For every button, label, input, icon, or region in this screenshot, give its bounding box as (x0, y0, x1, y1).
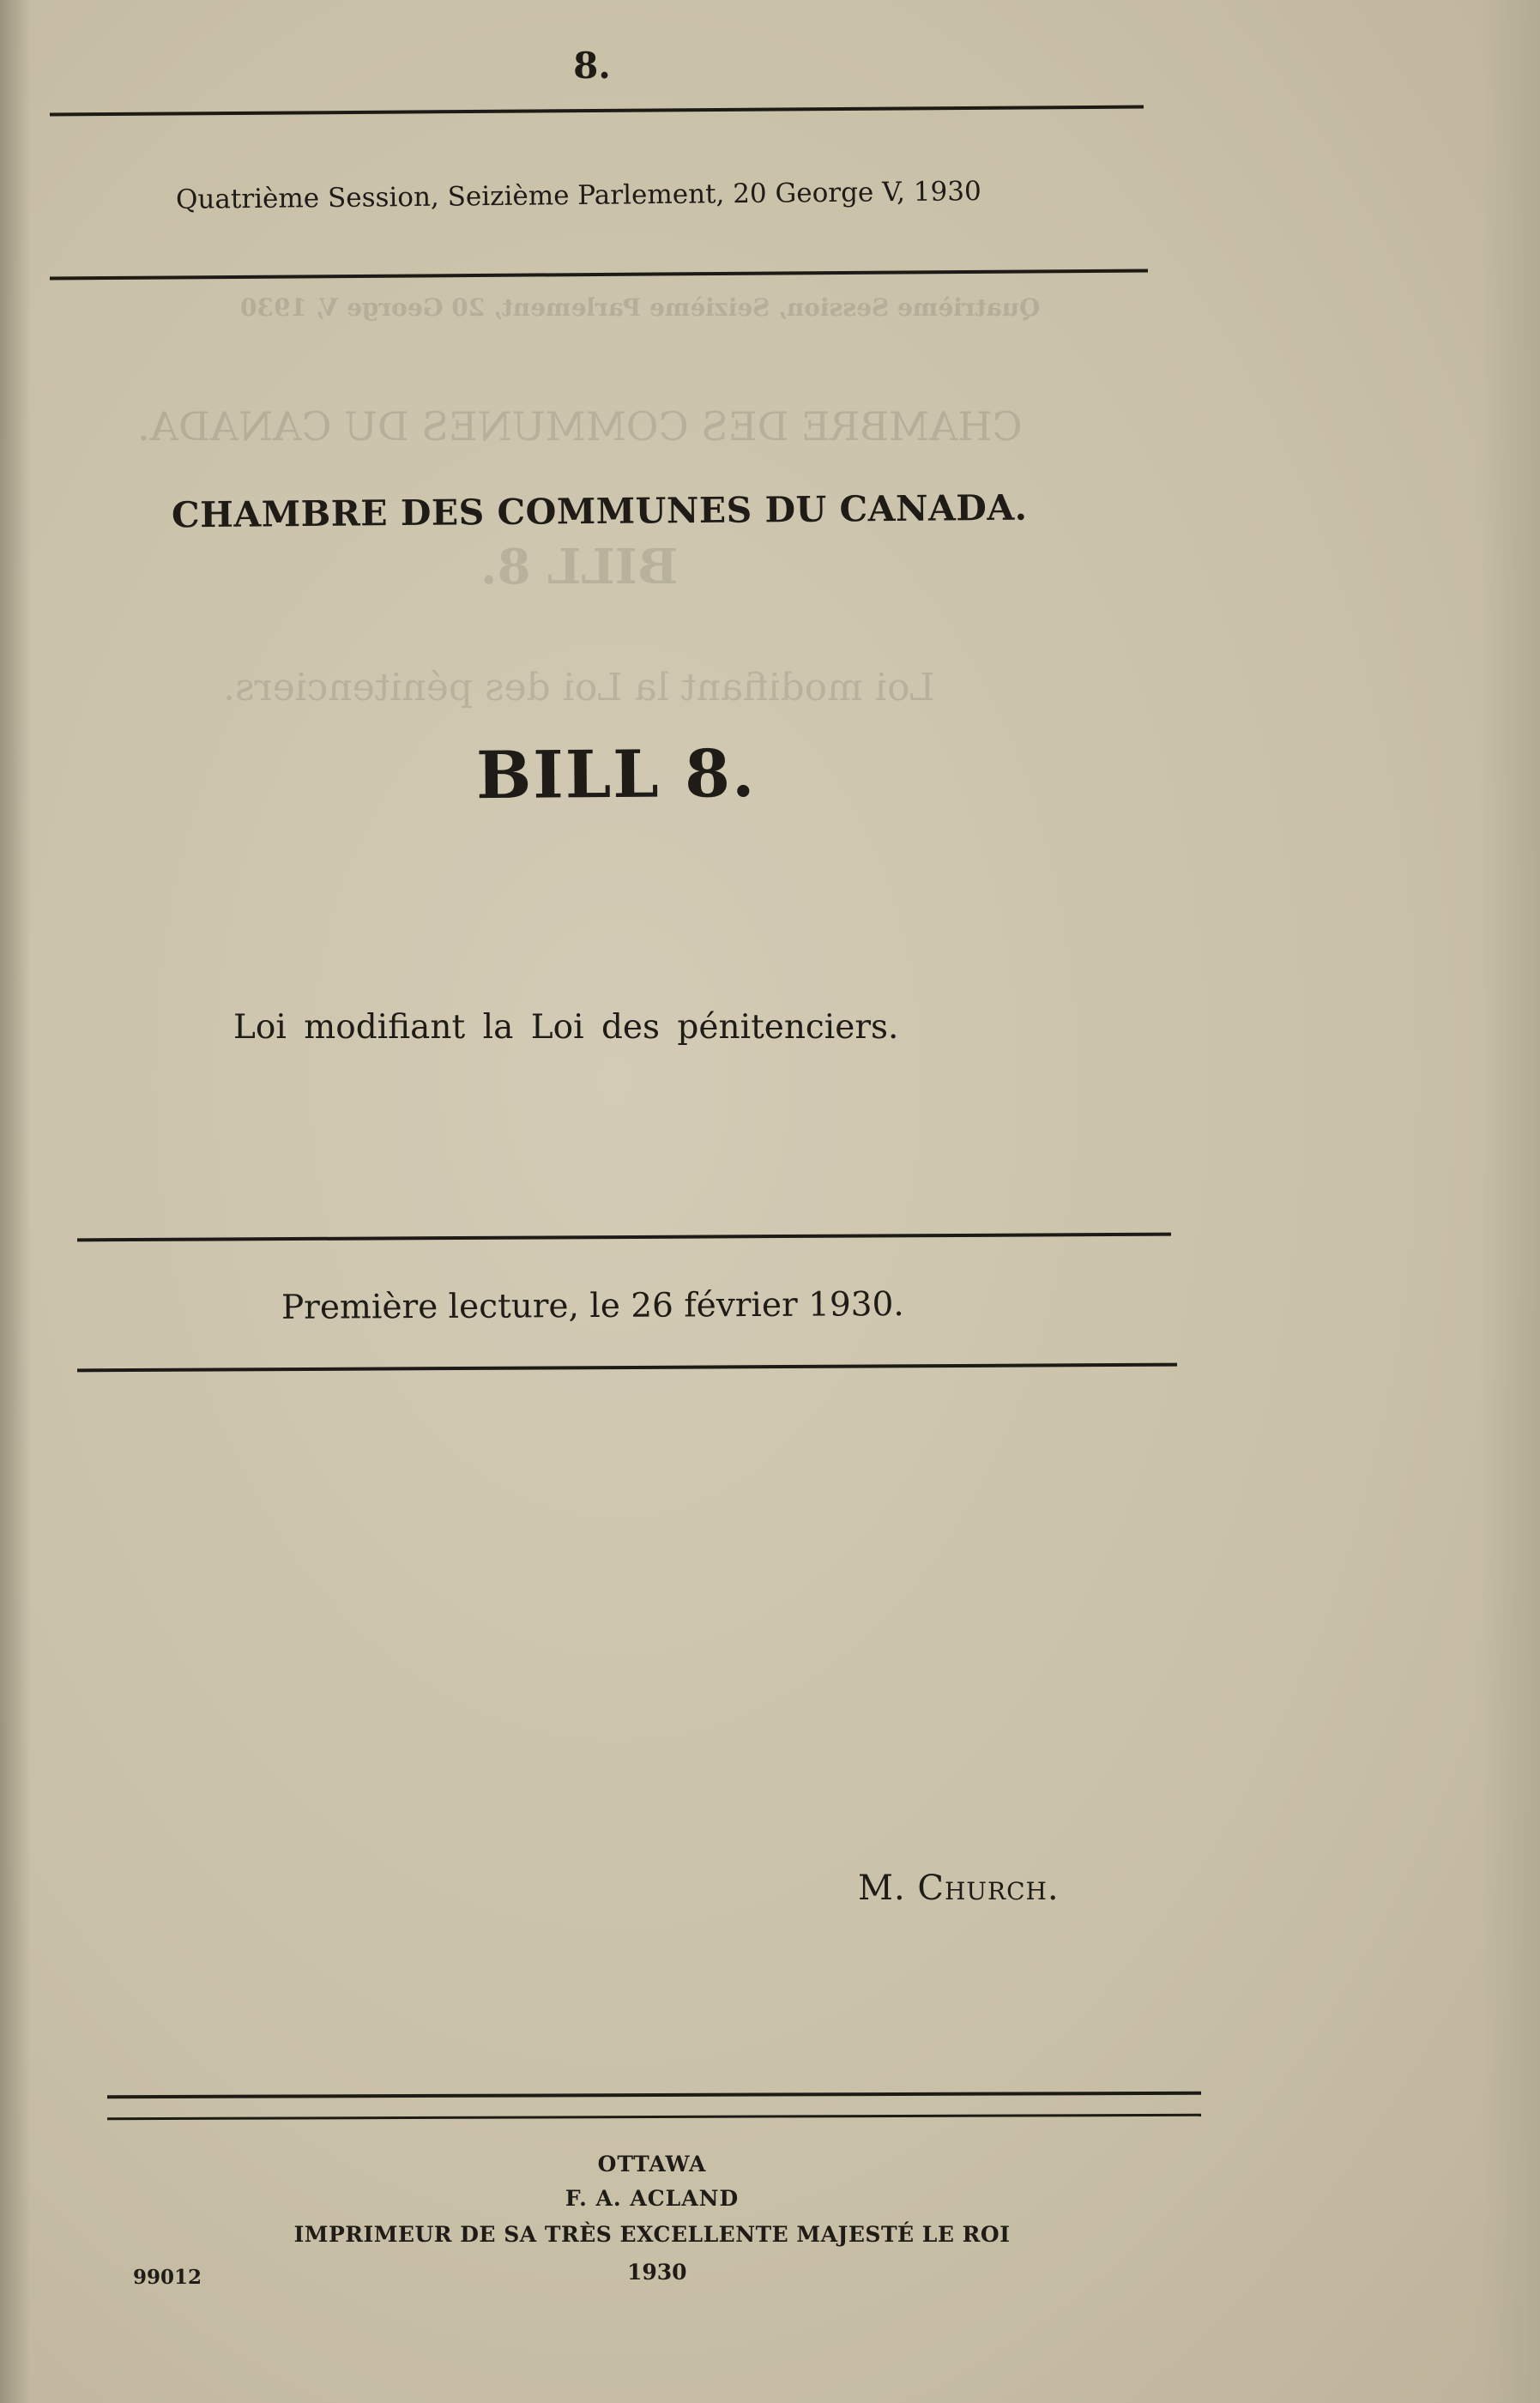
imprint-rule-2 (107, 2114, 1201, 2120)
bill-number: BILL 8. (475, 734, 757, 814)
page-number: 8. (573, 45, 611, 87)
print-code: 99012 (133, 2266, 202, 2289)
show-through-bill: BILL 8. (480, 539, 679, 595)
reading-rule-top (77, 1233, 1171, 1242)
session-rule (50, 269, 1148, 281)
bill-title: Loi modifiant la Loi des pénitenciers. (233, 1008, 899, 1047)
sponsor-prefix: M. (858, 1869, 906, 1908)
sponsor (858, 1869, 1060, 1908)
imprint-city: OTTAWA (597, 2152, 707, 2177)
imprint-printer-name: F. A. ACLAND (565, 2186, 740, 2211)
top-rule (50, 106, 1144, 117)
first-reading-date: Première lecture, le 26 février 1930. (281, 1285, 904, 1327)
imprint-printer-title: IMPRIMEUR DE SA TRÈS EXCELLENTE MAJESTÉ LE ROI (293, 2222, 1011, 2247)
chamber-heading: CHAMBRE DES COMMUNES DU CANADA. (171, 486, 1028, 536)
print-year: 1930 (627, 2260, 687, 2285)
page-shadow-left (0, 0, 31, 2403)
sponsor-name: Church. (917, 1869, 1060, 1908)
page-shadow-right (1480, 0, 1540, 2403)
reading-rule-bottom (77, 1363, 1177, 1373)
show-through-session: Quatrième Session, Seizième Parlement, 20 George V, 1930 (240, 293, 1041, 322)
session-line: Quatrième Session, Seizième Parlement, 20 George V, 1930 (175, 176, 981, 215)
imprint-rule-1 (107, 2092, 1201, 2098)
show-through-chamber: CHAMBRE DES COMMUNES DU CANADA. (137, 403, 1023, 450)
show-through-title: Loi modifiant la Loi des pénitenciers. (223, 666, 935, 709)
